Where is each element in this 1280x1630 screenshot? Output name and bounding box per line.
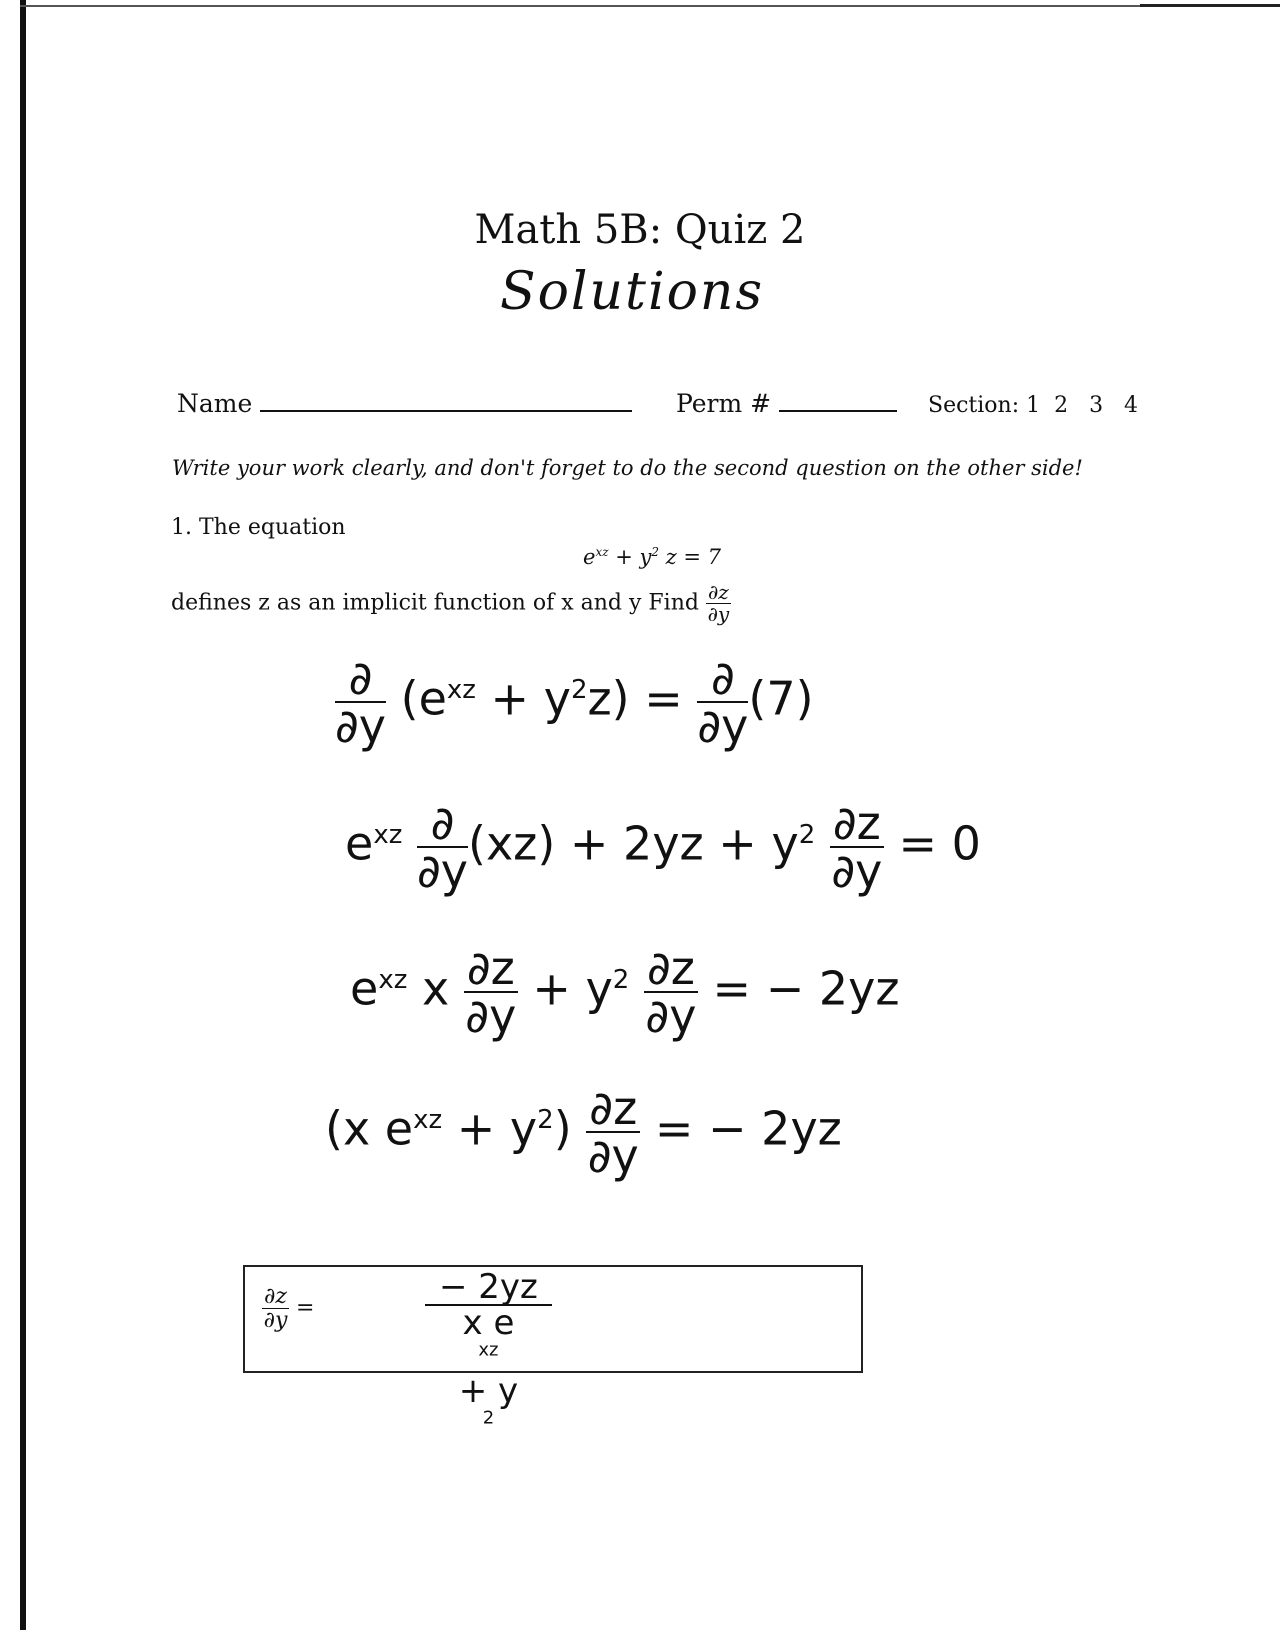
perm-line: [779, 388, 897, 412]
handwritten-title: Solutions: [500, 262, 765, 322]
answer-box: [243, 1265, 863, 1373]
work-line-3: $e^{xz}$ x $\frac{\partial z}{\partial y}$ + $y^2$ $\frac{\partial z}{\partial y}$ = − 2yz: [350, 941, 900, 1043]
perm-field: [676, 388, 897, 418]
scan-border-top-dark: [1140, 4, 1280, 7]
question-intro: 1. The equation: [171, 515, 346, 540]
prompt-fraction: $\frac{\partial z}{\partial y}$: [707, 580, 730, 626]
answer-fraction: − 2yz x e $^{xz}$ + y $^2$: [425, 1270, 552, 1442]
work-line-4: (x $e^{xz} + y^2$) $\frac{\partial z}{\partial y}$ = − 2yz: [325, 1081, 842, 1183]
page-title: Math 5B: Quiz 2: [474, 207, 806, 253]
instructions: Write your work clearly, and don't forget to do the second question on the other side!: [172, 456, 1083, 480]
work-line-1: ∂ ∂y $(e^{xz} + y^2z)$ = ∂ ∂y (7): [335, 651, 814, 753]
name-field: [177, 388, 632, 418]
scan-border-top: [20, 5, 1280, 7]
question-equation: $e^{xz} + y^2$ z = 7: [583, 545, 722, 569]
name-label: Name: [177, 389, 253, 418]
section-label: Section: 1 2 3 4: [928, 393, 1139, 418]
work-line-2: $e^{xz}$ ∂ ∂y $(xz) + 2yz + y^2$ $\frac{\partial z}{\partial y}$ = 0: [345, 796, 981, 898]
name-line: [260, 388, 632, 412]
perm-label: Perm #: [676, 389, 772, 418]
answer-lhs: $\frac{\partial z}{\partial y}$ =: [263, 1284, 315, 1334]
question-prompt: defines z as an implicit function of x and y Find $\frac{\partial z}{\partial y}$: [171, 580, 730, 626]
